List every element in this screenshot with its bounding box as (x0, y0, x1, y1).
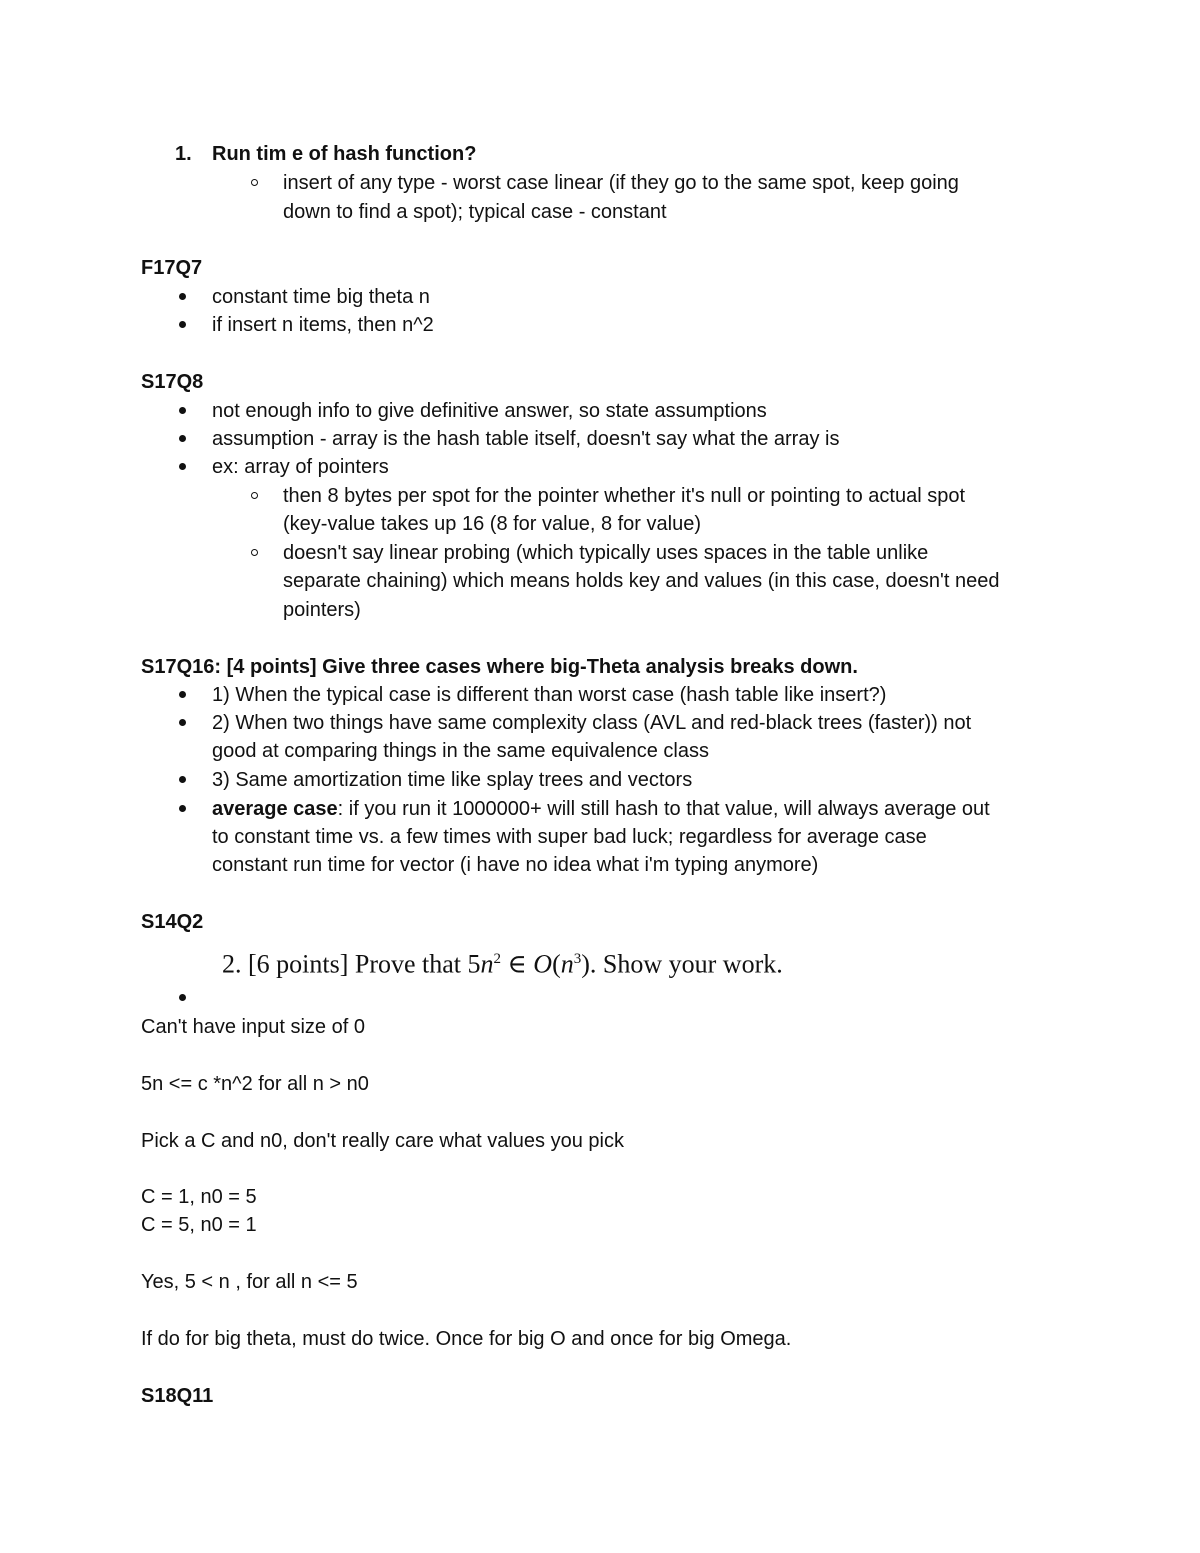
bullet-icon (179, 691, 186, 698)
question-n: n (480, 949, 494, 979)
s14q2-line-6: Yes, 5 < n , for all n <= 5 (141, 1271, 358, 1293)
s14q2-line-4: C = 1, n0 = 5 (141, 1186, 257, 1208)
s14q2-line-5: C = 5, n0 = 1 (141, 1214, 257, 1236)
q1-sub-line1: insert of any type - worst case linear (if they go to the same spot, keep going (283, 172, 959, 194)
f17q7-item-2: if insert n items, then n^2 (212, 314, 434, 336)
s14q2-line-3: Pick a C and n0, don't really care what values you pick (141, 1130, 624, 1152)
s18q11-heading: S18Q11 (141, 1385, 214, 1407)
s17q8-sub1-line2: (key-value takes up 16 (8 for value, 8 for value) (283, 513, 701, 535)
s17q16-item-4-rest: : if you run it 1000000+ will still hash to that value, will always average out (337, 798, 990, 820)
s17q16-item-4-bold: average case (212, 798, 338, 820)
s17q16-item-4-line3: constant run time for vector (i have no idea what i'm typing anymore) (212, 854, 819, 876)
s17q16-item-1: 1) When the typical case is different than worst case (hash table like insert?) (212, 684, 887, 706)
s17q8-item-1: not enough info to give definitive answer, so state assumptions (212, 400, 767, 422)
bullet-icon (179, 805, 186, 812)
question-n2: n (560, 949, 574, 979)
s17q8-sub1-line1: then 8 bytes per spot for the pointer whether it's null or pointing to actual spot (283, 485, 966, 507)
q1-number: 1. (175, 143, 192, 165)
open-bullet-icon (251, 179, 258, 186)
s17q8-item-3: ex: array of pointers (212, 456, 389, 478)
s14q2-line-2: 5n <= c *n^2 for all n > n0 (141, 1073, 369, 1095)
q1-sub-line2: down to find a spot); typical case - constant (283, 201, 667, 223)
bullet-icon (179, 994, 186, 1001)
s17q8-sub2-line2: separate chaining) which means holds key and values (in this case, doesn't need (283, 570, 1000, 592)
f17q7-heading: F17Q7 (141, 257, 203, 279)
question-prefix: 2. [6 points] Prove that 5 (222, 949, 481, 979)
s17q16-item-4-line1 (212, 795, 990, 823)
bullet-icon (179, 321, 186, 328)
bullet-icon (179, 463, 186, 470)
s17q16-item-2-line2: good at comparing things in the same equivalence class (212, 740, 709, 762)
open-bullet-icon (251, 549, 258, 556)
open-bullet-icon (251, 492, 258, 499)
s14q2-question-image (222, 942, 783, 982)
f17q7-item-1: constant time big theta n (212, 286, 430, 308)
s14q2-line-1: Can't have input size of 0 (141, 1016, 365, 1038)
q1-title: Run tim e of hash function? (212, 143, 477, 165)
bullet-icon (179, 719, 186, 726)
s17q16-item-3: 3) Same amortization time like splay trees and vectors (212, 769, 693, 791)
s17q8-sub2-line1: doesn't say linear probing (which typically uses spaces in the table unlike (283, 542, 929, 564)
question-paren: ( (552, 949, 561, 979)
s14q2-heading: S14Q2 (141, 911, 204, 933)
s17q8-item-2: assumption - array is the hash table itself, doesn't say what the array is (212, 428, 840, 450)
question-in: ∈ (501, 949, 534, 979)
s17q16-item-2-line1: 2) When two things have same complexity class (AVL and red-black trees (faster)) not (212, 712, 972, 734)
s17q16-heading: S17Q16: [4 points] Give three cases where big-Theta analysis breaks down. (141, 656, 858, 678)
s17q8-heading: S17Q8 (141, 371, 204, 393)
bullet-icon (179, 776, 186, 783)
s14q2-line-7: If do for big theta, must do twice. Once for big O and once for big Omega. (141, 1328, 792, 1350)
bullet-icon (179, 293, 186, 300)
bullet-icon (179, 435, 186, 442)
s17q16-item-4-line2: to constant time vs. a few times with super bad luck; regardless for average case (212, 826, 927, 848)
question-sup-3: 3 (573, 951, 582, 967)
question-suffix: ). Show your work. (581, 949, 783, 979)
question-sup-2: 2 (493, 951, 502, 967)
bullet-icon (179, 407, 186, 414)
question-big-o: O (533, 949, 553, 979)
s17q8-sub2-line3: pointers) (283, 599, 361, 621)
